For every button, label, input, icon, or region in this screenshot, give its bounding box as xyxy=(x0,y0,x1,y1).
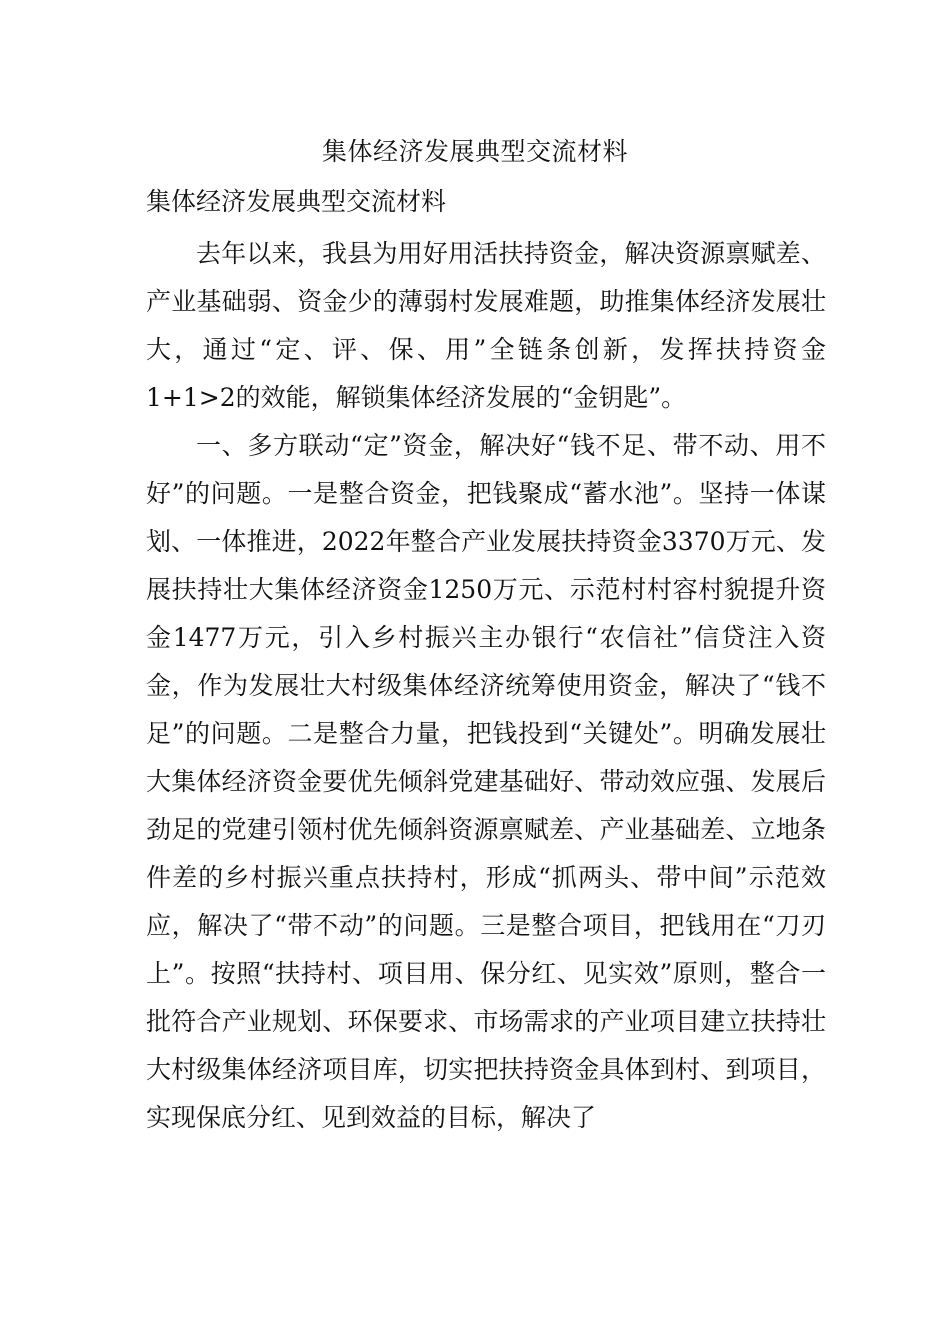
document-title: 集体经济发展典型交流材料 xyxy=(321,137,628,166)
document-subtitle: 集体经济发展典型交流材料 xyxy=(146,187,447,216)
paragraph-section-one: 一、多方联动“定”资金，解决好“钱不足、带不动、用不好”的问题。一是整合资金，把钱聚成“蓄水池”。坚持一体谋划、一体推进，2022年整合产业发展扶持资金3370万元、发展扶持壮大集体经济资金1250万元、示范村村容村貌提升资金1477万元，引入乡村振兴主办银行“农信社”信贷注入资金，作为发展壮大村级集体经济统筹使用资金，解决了“钱不足”的问题。二是整合力量，把钱投到“关键处”。明确发展壮大集体经济资金要优先倾斜党建基础好、带动效应强、发展后劲足的党建引领村优先倾斜资源禀赋差、产业基础差、立地条件差的乡村振兴重点扶持村，形成“抓两头、带中间”示范效应，解决了“带不动”的问题。三是整合项目，把钱用在“刀刃上”。按照“扶持村、项目用、保分红、见实效”原则，整合一批符合产业规划、环保要求、市场需求的产业项目建立扶持壮大村级集体经济项目库，切实把扶持资金具体到村、到项目，实现保底分红、见到效益的目标，解决了 xyxy=(146,431,826,1132)
paragraph-intro: 去年以来，我县为用好用活扶持资金，解决资源禀赋差、产业基础弱、资金少的薄弱村发展难题，助推集体经济发展壮大，通过“定、评、保、用”全链条创新，发挥扶持资金1+1>2的效能，解锁集体经济发展的“金钥匙”。 xyxy=(146,239,826,412)
document-body xyxy=(146,230,826,1142)
